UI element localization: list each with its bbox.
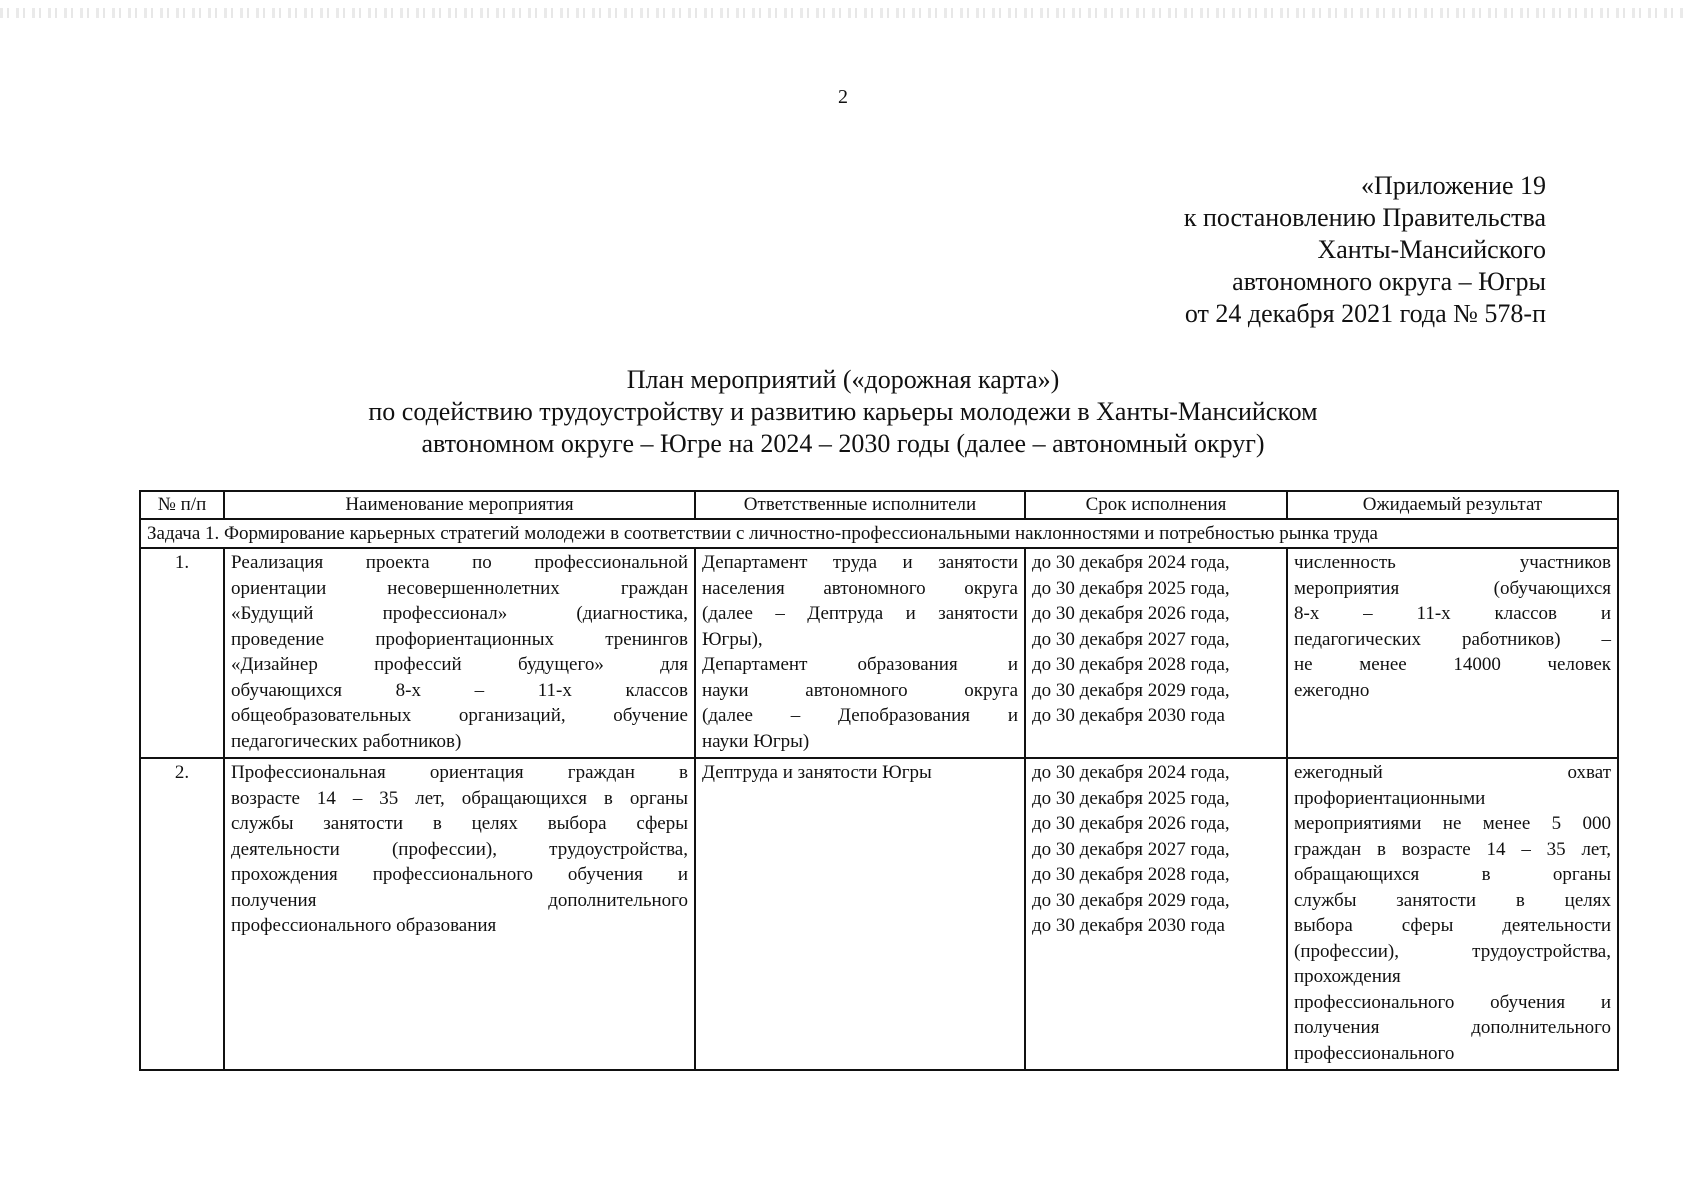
title-line: автономном округе – Югре на 2024 – 2030 годы (далее – автономный округ) bbox=[421, 429, 1265, 458]
text-line: науки Югры) bbox=[702, 730, 810, 752]
text-line: до 30 декабря 2025 года, bbox=[1032, 577, 1230, 599]
text-line: до 30 декабря 2025 года, bbox=[1032, 787, 1230, 809]
text-line: граждан в возрасте 14 – 35 лет, bbox=[1294, 838, 1611, 860]
text-line: Профессиональная ориентация граждан в bbox=[231, 762, 688, 783]
text-line: службы занятости в целях bbox=[1294, 889, 1611, 911]
result-cell bbox=[1287, 548, 1618, 758]
header-deadline: Срок исполнения bbox=[1025, 491, 1287, 519]
text-line: (профессии), трудоустройства, bbox=[1294, 940, 1611, 962]
text-line: Департамент образования и bbox=[702, 654, 1018, 675]
deadline-cell bbox=[1025, 758, 1287, 1070]
header-event-name: Наименование мероприятия bbox=[224, 491, 695, 519]
text-line: (далее – Депобразования и bbox=[702, 705, 1018, 726]
text-line: до 30 декабря 2029 года, bbox=[1032, 889, 1230, 911]
document-title bbox=[0, 364, 1686, 460]
text-line: профессионального обучения и bbox=[1294, 991, 1611, 1013]
task-row bbox=[140, 519, 1618, 549]
result-cell bbox=[1287, 758, 1618, 1070]
text-line: до 30 декабря 2024 года, bbox=[1032, 552, 1230, 573]
text-line: профессионального образования bbox=[231, 915, 497, 936]
text-line: мероприятия (обучающихся bbox=[1294, 577, 1611, 599]
text-line: 8-х – 11-х классов и bbox=[1294, 603, 1611, 624]
text-line: общеобразовательных организаций, обучение bbox=[231, 705, 688, 726]
text-line: до 30 декабря 2028 года, bbox=[1032, 864, 1230, 885]
header-expected-result: Ожидаемый результат bbox=[1287, 491, 1618, 519]
text-line: прохождения профессионального обучения и bbox=[231, 864, 688, 885]
text-line: Югры), bbox=[702, 628, 763, 650]
header-number: № п/п bbox=[140, 491, 224, 519]
table-row bbox=[140, 758, 1618, 1070]
text-line: «Дизайнер профессий будущего» для bbox=[231, 654, 688, 675]
event-name-cell bbox=[224, 758, 695, 1070]
row-number: 1. bbox=[140, 548, 224, 758]
page-number: 2 bbox=[838, 86, 848, 108]
row-number: 2. bbox=[140, 758, 224, 1070]
title-line: План мероприятий («дорожная карта») bbox=[626, 365, 1060, 394]
deadline-cell bbox=[1025, 548, 1287, 758]
appendix-line: автономного округа – Югры bbox=[1232, 267, 1546, 296]
text-line: до 30 декабря 2026 года, bbox=[1032, 813, 1230, 834]
text-line: ориентации несовершеннолетних граждан bbox=[231, 577, 688, 599]
text-line: до 30 декабря 2030 года bbox=[1032, 705, 1225, 726]
event-name-cell bbox=[224, 548, 695, 758]
text-line: профориентационными bbox=[1294, 787, 1486, 809]
text-line: получения дополнительного bbox=[1294, 1017, 1611, 1038]
text-line: прохождения bbox=[1294, 966, 1401, 987]
text-line: профессионального bbox=[1294, 1042, 1455, 1064]
appendix-line: «Приложение 19 bbox=[1360, 171, 1546, 200]
text-line: (далее – Дептруда и занятости bbox=[702, 603, 1018, 624]
text-line: до 30 декабря 2030 года bbox=[1032, 915, 1225, 936]
appendix-header bbox=[1184, 170, 1546, 330]
text-line: Департамент труда и занятости bbox=[702, 552, 1018, 573]
text-line: мероприятиями не менее 5 000 bbox=[1294, 813, 1611, 834]
text-line: выбора сферы деятельности bbox=[1294, 915, 1611, 936]
text-line: проведение профориентационных тренингов bbox=[231, 628, 688, 650]
appendix-line: Ханты-Мансийского bbox=[1317, 235, 1546, 264]
text-line: службы занятости в целях выбора сферы bbox=[231, 813, 688, 834]
table-row bbox=[140, 548, 1618, 758]
text-line: численность участников bbox=[1294, 552, 1611, 573]
text-line: педагогических работников) – bbox=[1294, 628, 1611, 650]
text-line: «Будущий профессионал» (диагностика, bbox=[231, 603, 688, 624]
text-line: Дептруда и занятости Югры bbox=[702, 762, 932, 783]
roadmap-table bbox=[139, 490, 1619, 1071]
text-line: до 30 декабря 2027 года, bbox=[1032, 838, 1230, 860]
text-line: до 30 декабря 2029 года, bbox=[1032, 679, 1230, 701]
text-line: педагогических работников) bbox=[231, 730, 462, 752]
text-line: ежегодный охват bbox=[1294, 762, 1611, 783]
text-line: до 30 декабря 2028 года, bbox=[1032, 654, 1230, 675]
title-line: по содействию трудоустройству и развитию карьеры молодежи в Ханты-Мансийском bbox=[368, 397, 1318, 426]
scan-edge-artifact bbox=[0, 8, 1686, 18]
text-line: обращающихся в органы bbox=[1294, 864, 1611, 885]
text-line: населения автономного округа bbox=[702, 577, 1018, 599]
text-line: обучающихся 8-х – 11-х классов bbox=[231, 679, 688, 701]
responsible-cell bbox=[695, 758, 1025, 1070]
text-line: деятельности (профессии), трудоустройства, bbox=[231, 838, 688, 860]
text-line: ежегодно bbox=[1294, 679, 1370, 701]
text-line: до 30 декабря 2024 года, bbox=[1032, 762, 1230, 783]
task-title: Задача 1. Формирование карьерных стратегий молодежи в соответствии с личностно-профессиональными наклонностями и потребностью рынка труда bbox=[140, 519, 1618, 549]
header-responsible: Ответственные исполнители bbox=[695, 491, 1025, 519]
appendix-line: от 24 декабря 2021 года № 578-п bbox=[1184, 299, 1546, 328]
responsible-cell bbox=[695, 548, 1025, 758]
text-line: получения дополнительного bbox=[231, 889, 688, 911]
table-header-row bbox=[140, 491, 1618, 519]
text-line: не менее 14000 человек bbox=[1294, 654, 1611, 675]
text-line: до 30 декабря 2027 года, bbox=[1032, 628, 1230, 650]
text-line: возрасте 14 – 35 лет, обращающихся в органы bbox=[231, 787, 688, 809]
text-line: Реализация проекта по профессиональной bbox=[231, 552, 688, 573]
text-line: науки автономного округа bbox=[702, 679, 1018, 701]
text-line: до 30 декабря 2026 года, bbox=[1032, 603, 1230, 624]
appendix-line: к постановлению Правительства bbox=[1183, 203, 1546, 232]
